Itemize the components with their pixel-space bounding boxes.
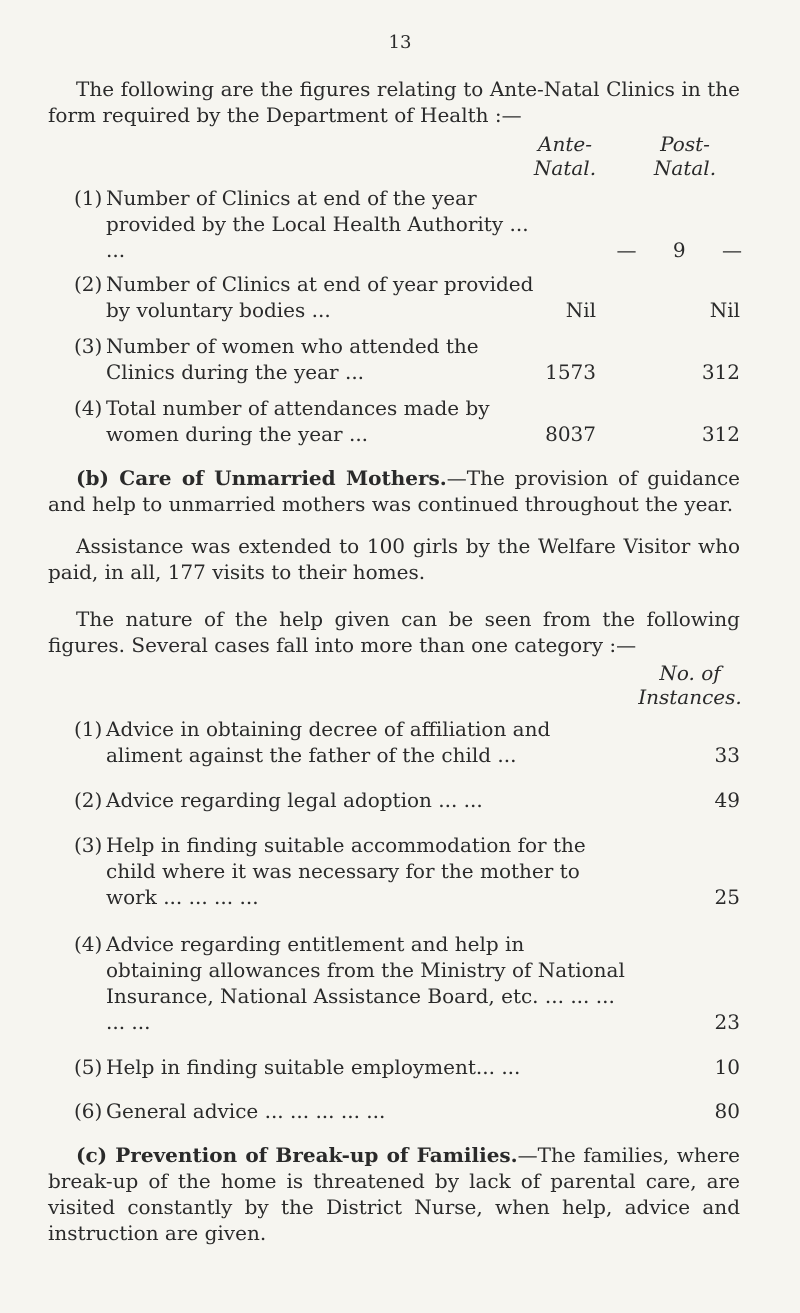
instance-value: 33: [714, 743, 740, 767]
row-label: Total number of attendances made by women during the year ...: [106, 396, 490, 446]
ante-natal-value: 8037: [545, 422, 596, 446]
instance-row: [74, 716, 626, 768]
instance-row: [74, 832, 626, 910]
clinic-row: [74, 271, 546, 323]
section-b-heading: (b) Care of Unmarried Mothers.: [76, 466, 447, 490]
section-b-text: —The provision of guidance and help to unmarried mothers was continued throughout the year.: [48, 466, 740, 516]
row-label: Help in finding suitable accommodation for the child where it was necessary for the mother to work ... ... ... ...: [106, 833, 586, 909]
section-c-paragraph: [48, 1142, 740, 1246]
instance-value: 80: [714, 1099, 740, 1123]
post-natal-value: Nil: [709, 298, 740, 322]
instance-value: 49: [714, 788, 740, 812]
row-number: (3): [74, 334, 103, 358]
row-label: Advice regarding entitlement and help in obtaining allowances from the Ministry of National Insurance, National Assistance Board, etc. ... ... ... ... ...: [106, 932, 625, 1034]
section-b-paragraph: [48, 465, 740, 517]
section-c-text: —The families, where break-up of the home is threatened by lack of parental care, are visited constantly by the District Nurse, when help, advice and instruction are given.: [48, 1143, 740, 1245]
col-post-natal-header: Post- Natal.: [653, 132, 717, 180]
row-label: General advice ... ... ... ... ...: [106, 1099, 386, 1123]
post-natal-value: 312: [701, 360, 740, 384]
section-c-heading: (c) Prevention of Break-up of Families.: [76, 1143, 518, 1167]
row-combined-value: — 9 —: [616, 238, 742, 262]
row-number: (5): [74, 1055, 103, 1079]
col-instances-header: No. of Instances.: [638, 661, 742, 709]
row-label: Number of women who attended the Clinics during the year ...: [106, 334, 479, 384]
ante-natal-value: Nil: [565, 298, 596, 322]
row-number: (1): [74, 717, 103, 741]
row-label: Number of Clinics at end of the year provided by the Local Health Authority ... ...: [106, 186, 529, 262]
page-number: 13: [388, 32, 412, 53]
assistance-paragraph: Assistance was extended to 100 girls by the Welfare Visitor who paid, in all, 177 visits to their homes.: [48, 534, 740, 584]
ante-natal-value: 1573: [545, 360, 596, 384]
row-label: Number of Clinics at end of year provided by voluntary bodies ...: [106, 272, 534, 322]
intro-paragraph: The following are the figures relating to Ante-Natal Clinics in the form required by the Department of Health :—: [48, 77, 740, 127]
row-number: (3): [74, 833, 103, 857]
instance-value: 25: [714, 885, 740, 909]
clinic-row: [74, 333, 546, 385]
instance-value: 23: [714, 1010, 740, 1034]
row-number: (4): [74, 396, 103, 420]
instance-value: 10: [714, 1055, 740, 1079]
row-number: (6): [74, 1099, 103, 1123]
post-natal-value: 312: [701, 422, 740, 446]
row-label: Advice regarding legal adoption ... ...: [106, 788, 483, 812]
instance-row: [74, 931, 626, 1035]
row-label: Help in finding suitable employment... ...: [106, 1055, 521, 1079]
row-label: Advice in obtaining decree of affiliation and aliment against the father of the child ...: [106, 717, 551, 767]
clinic-row: [74, 185, 546, 263]
clinic-row: [74, 395, 546, 447]
row-number: (2): [74, 788, 103, 812]
instance-row: [74, 1054, 626, 1080]
instance-row: [74, 1098, 626, 1124]
nature-paragraph: The nature of the help given can be seen from the following figures. Several cases fall into more than one category :—: [48, 607, 740, 657]
row-number: (4): [74, 932, 103, 956]
instance-row: [74, 787, 626, 813]
col-ante-natal-header: Ante- Natal.: [533, 132, 597, 180]
row-number: (1): [74, 186, 103, 210]
row-number: (2): [74, 272, 103, 296]
